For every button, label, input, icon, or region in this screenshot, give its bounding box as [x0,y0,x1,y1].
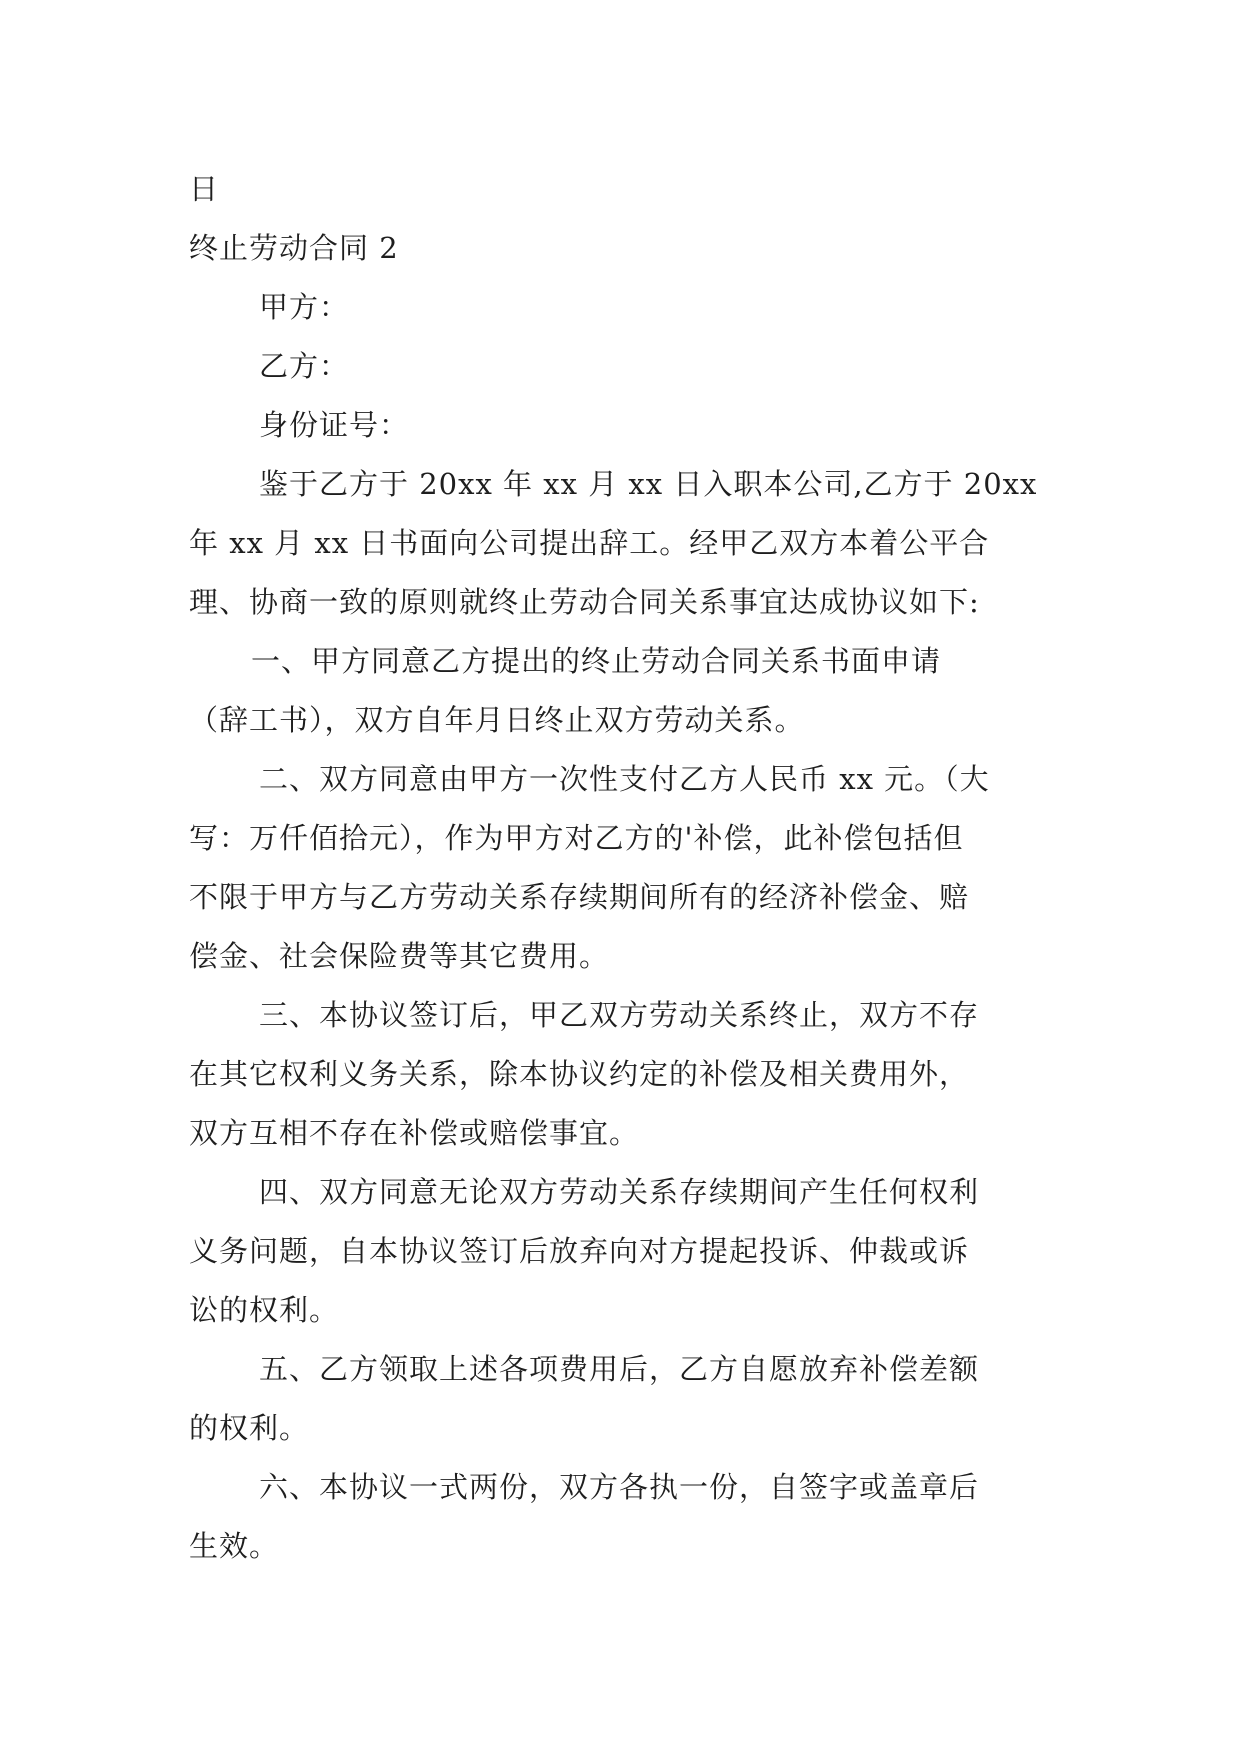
clause-line: 讼的权利。 [189,1293,340,1327]
clause-line: （辞工书），双方自年月日终止双方劳动关系。 [189,703,805,737]
clause-line: 不限于甲方与乙方劳动关系存续期间所有的经济补偿金、赔 [189,880,970,914]
clause-line: 六、本协议一式两份，双方各执一份，自签字或盖章后 [259,1470,980,1504]
document-title: 终止劳动合同 2 [189,231,399,265]
clause-line: 二、双方同意由甲方一次性支付乙方人民币 xx 元。（大 [259,762,990,796]
clause-5 [189,1340,1051,1458]
preamble-line: 理、协商一致的原则就终止劳动合同关系事宜达成协议如下: [189,585,980,619]
clause-line: 义务问题，自本协议签订后放弃向对方提起投诉、仲裁或诉 [189,1234,970,1268]
clause-line: 生效。 [189,1529,280,1563]
clause-line: 的权利。 [189,1411,310,1445]
clause-line: 双方互相不存在补偿或赔偿事宜。 [189,1116,640,1150]
field-party-b: 乙方： [259,349,350,383]
clause-1 [189,632,1051,750]
clause-line: 在其它权利义务关系，除本协议约定的补偿及相关费用外， [189,1057,970,1091]
preamble-line: 鉴于乙方于 20xx 年 xx 月 xx 日入职本公司,乙方于 20xx [259,467,1038,501]
clause-2 [189,750,1051,986]
field-party-a: 甲方： [259,290,350,324]
clause-line: 偿金、社会保险费等其它费用。 [189,939,610,973]
clause-line: 四、双方同意无论双方劳动关系存续期间产生任何权利 [259,1175,980,1209]
preamble-line: 年 xx 月 xx 日书面向公司提出辞工。经甲乙双方本着公平合 [189,526,990,560]
clause-4 [189,1163,1051,1340]
clause-line: 写：万仟佰拾元），作为甲方对乙方的'补偿，此补偿包括但 [189,821,964,855]
preamble-paragraph [189,455,1051,632]
document-page [189,160,1051,1576]
header-fragment: 日 [189,172,220,206]
clause-line: 五、乙方领取上述各项费用后，乙方自愿放弃补偿差额 [259,1352,980,1386]
field-id-number: 身份证号： [259,408,410,442]
clause-line: 一、甲方同意乙方提出的终止劳动合同关系书面申请 [251,644,942,678]
clause-6 [189,1458,1051,1576]
clause-3 [189,986,1051,1163]
clause-line: 三、本协议签订后，甲乙双方劳动关系终止，双方不存 [259,998,980,1032]
